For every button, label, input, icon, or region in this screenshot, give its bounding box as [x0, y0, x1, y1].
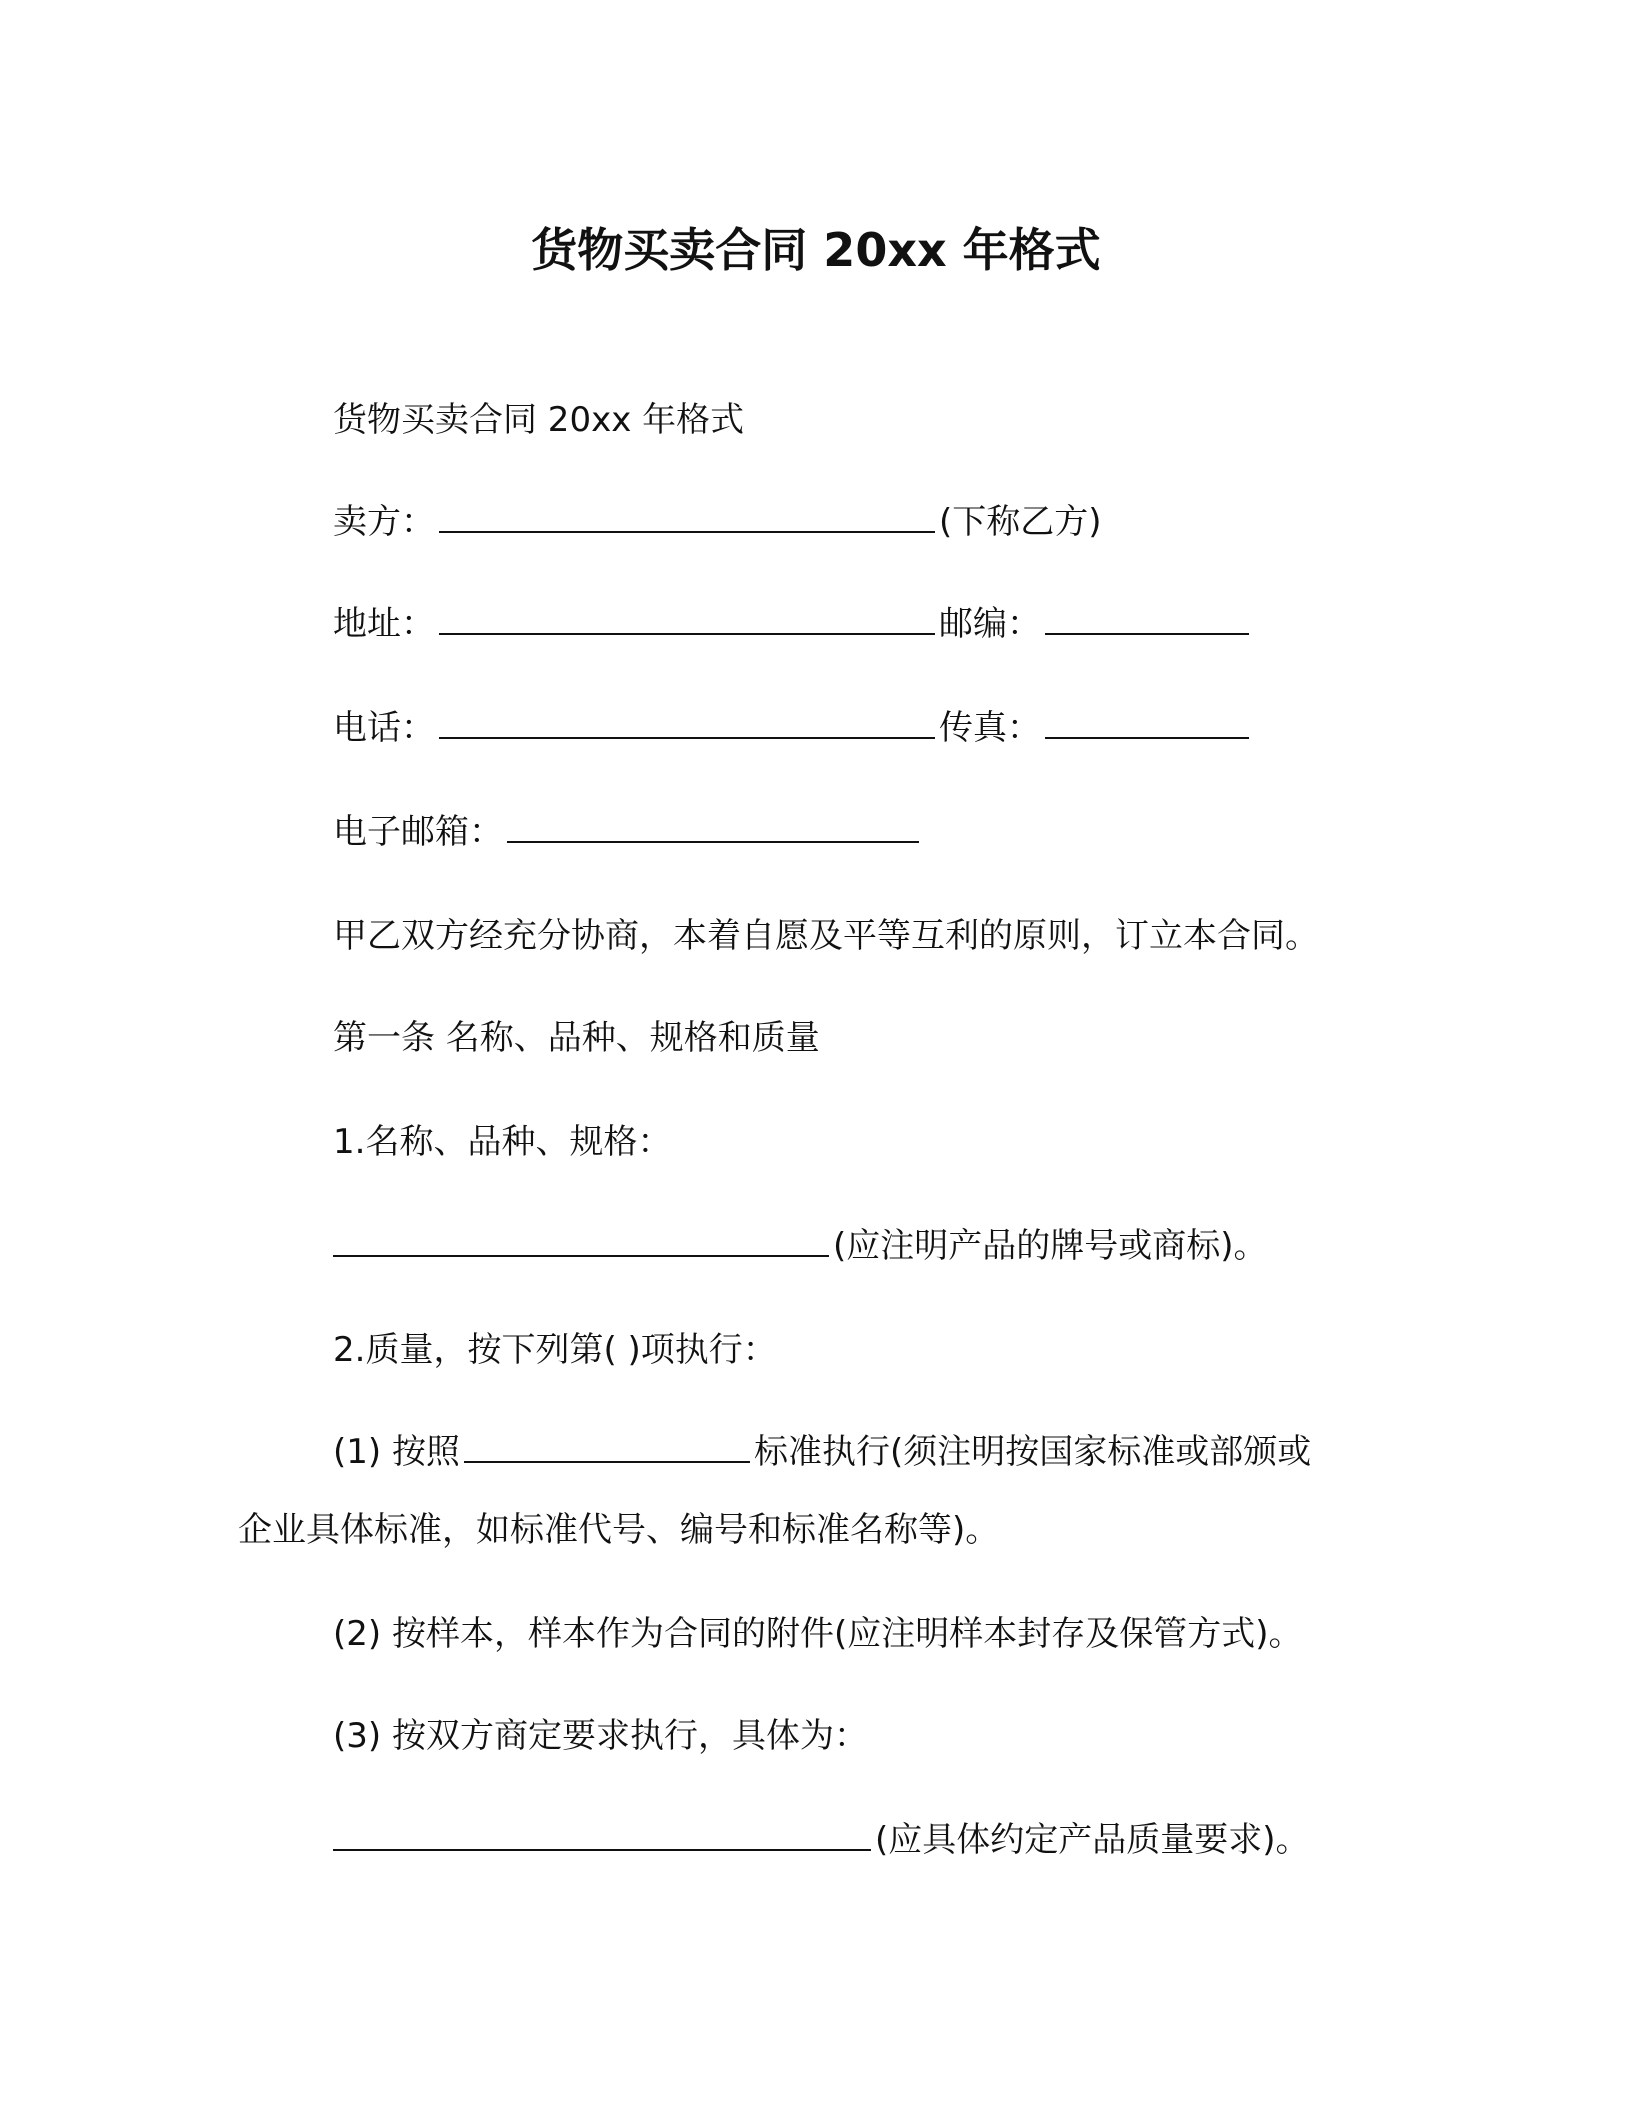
seller-line	[333, 500, 1102, 544]
opt1-prefix: (1) 按照	[333, 1432, 460, 1472]
seller-suffix: (下称乙方)	[939, 502, 1102, 542]
seller-label: 卖方：	[333, 502, 435, 542]
opt1-blank[interactable]	[464, 1431, 750, 1463]
email-blank[interactable]	[507, 811, 919, 843]
seller-blank[interactable]	[439, 501, 935, 533]
item1-blank[interactable]	[333, 1225, 829, 1257]
address-blank[interactable]	[439, 603, 935, 635]
item1-note-line	[333, 1224, 1268, 1268]
opt3-note-line	[333, 1818, 1310, 1862]
item2-line: 2.质量，按下列第( )项执行：	[333, 1330, 777, 1370]
document-title: 货物买卖合同 20xx 年格式	[531, 223, 1101, 277]
opt1-continuation: 企业具体标准，如标准代号、编号和标准名称等)。	[238, 1510, 1000, 1550]
email-line	[333, 810, 923, 854]
opt1-line	[333, 1430, 1311, 1474]
item1-note: (应注明产品的牌号或商标)。	[833, 1226, 1268, 1266]
article1-heading: 第一条 名称、品种、规格和质量	[333, 1018, 820, 1058]
postcode-blank[interactable]	[1045, 603, 1249, 635]
opt3-line: (3) 按双方商定要求执行，具体为：	[333, 1716, 868, 1756]
opt3-blank[interactable]	[333, 1819, 871, 1851]
opt2-line: (2) 按样本，样本作为合同的附件(应注明样本封存及保管方式)。	[333, 1614, 1303, 1654]
phone-line	[333, 706, 1253, 750]
intro-paragraph: 甲乙双方经充分协商，本着自愿及平等互利的原则，订立本合同。	[333, 916, 1319, 956]
address-line	[333, 602, 1253, 646]
email-label: 电子邮箱：	[333, 812, 503, 852]
address-label: 地址：	[333, 604, 435, 644]
fax-label: 传真：	[939, 708, 1041, 748]
phone-label: 电话：	[333, 708, 435, 748]
item1-line: 1.名称、品种、规格：	[333, 1122, 672, 1162]
opt3-note: (应具体约定产品质量要求)。	[875, 1820, 1310, 1860]
document-subtitle: 货物买卖合同 20xx 年格式	[333, 400, 745, 440]
opt1-suffix: 标准执行(须注明按国家标准或部颁或	[753, 1432, 1312, 1472]
postcode-label: 邮编：	[939, 604, 1041, 644]
fax-blank[interactable]	[1045, 707, 1249, 739]
phone-blank[interactable]	[439, 707, 935, 739]
